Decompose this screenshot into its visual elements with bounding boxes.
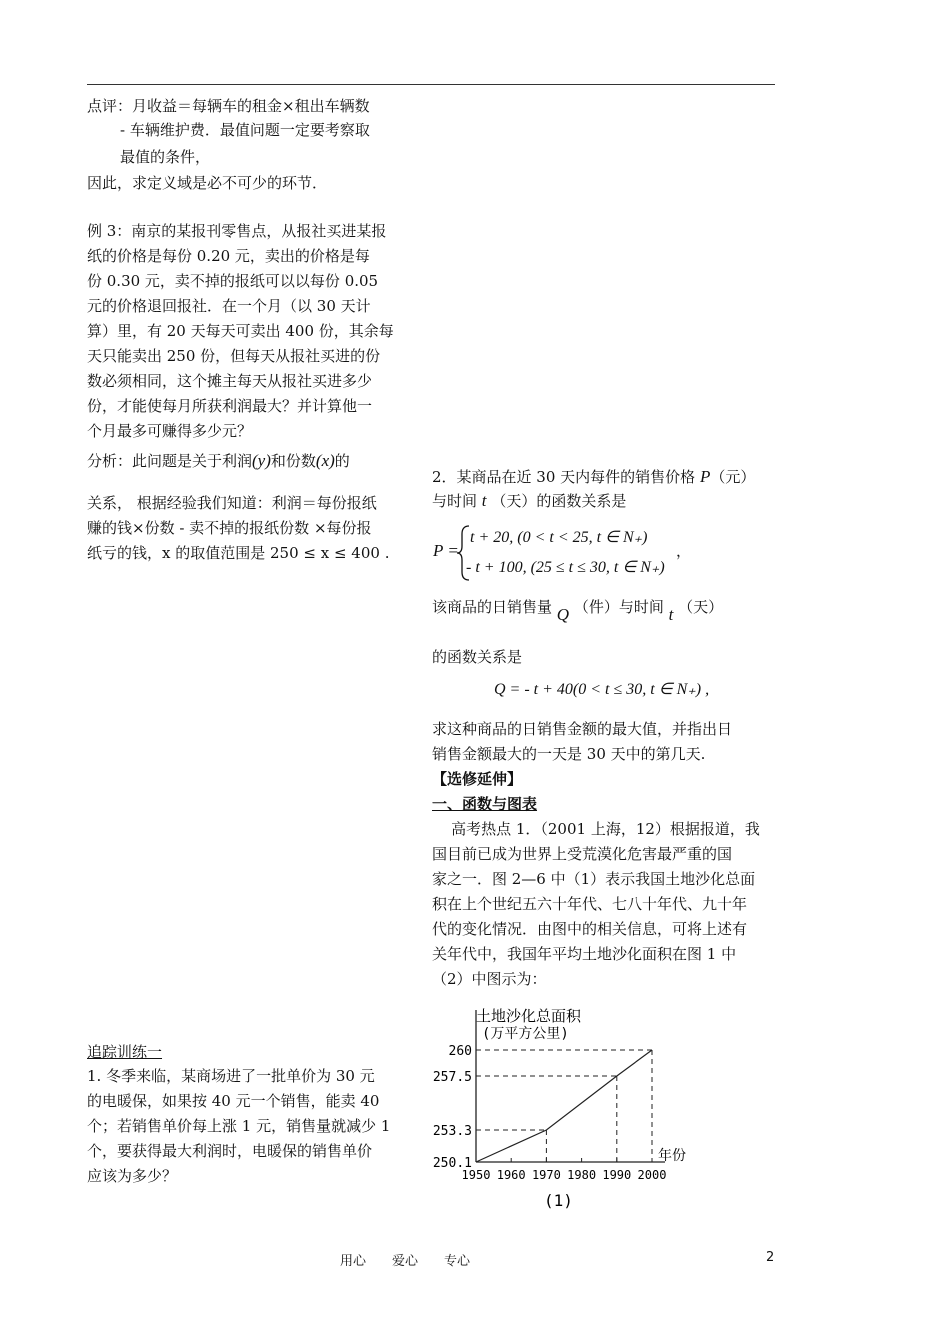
comment-line-2: - 车辆维护费．最值问题一定要考察取 — [120, 121, 370, 139]
var-t: t — [481, 491, 487, 510]
footer-center: 用心 爱心 专心 — [340, 1254, 471, 1269]
example3-line: 个月最多可赚得多少元？ — [87, 422, 253, 440]
q-text-b: （件）与时间 — [573, 598, 664, 616]
y-tick-label: 250.1 — [432, 1156, 472, 1171]
example3-line: 数必须相同，这个摊主每天从报社买进多少 — [87, 372, 373, 390]
q2-text-c: 与时间 — [432, 492, 478, 510]
ask-line: 求这种商品的日销售金额的最大值，并指出日 — [432, 720, 733, 738]
example3-line: 元的价格退回报社．在一个月（以 30 天计 — [87, 297, 371, 315]
analysis-text-b: 和份数 — [270, 452, 316, 470]
formula-Q: Q = - t + 40(0 < t ≤ 30, t ∈ N₊) , — [494, 681, 710, 698]
x-tick-label: 2000 — [637, 1168, 667, 1182]
subsection-title: 一、函数与图表 — [432, 795, 538, 813]
desertification-chart — [420, 1000, 710, 1215]
q-line-2: 的函数关系是 — [432, 648, 523, 666]
comment-line-1: 点评：月收益＝每辆车的租金×租出车辆数 — [87, 97, 370, 115]
series-line — [476, 1050, 652, 1162]
q2-line-2 — [432, 490, 626, 512]
q2-text-b: （元） — [710, 468, 756, 486]
y-tick-label: 253.3 — [432, 1124, 472, 1139]
hot-line: 代的变化情况．由图中的相关信息，可将上述有 — [432, 920, 748, 938]
tracking-line: 个；若销售单价每上涨 1 元，销售量就减少 1 — [87, 1117, 391, 1135]
analysis-line: 纸亏的钱，x 的取值范围是 250 ≤ x ≤ 400 . — [87, 544, 390, 562]
page-number: 2 — [766, 1250, 775, 1265]
chart-caption: (1) — [544, 1191, 573, 1210]
y-tick-label: 257.5 — [432, 1070, 472, 1085]
example3-line: 天只能卖出 250 份，但每天从报社买进的份 — [87, 347, 381, 365]
analysis-text-c: 的 — [334, 452, 350, 470]
q2-line-1 — [432, 466, 755, 488]
hot-line: 关年代中，我国年平均土地沙化面积在图 1 中 — [432, 945, 737, 963]
var-x: (x) — [315, 451, 335, 470]
var-Q: Q — [556, 605, 570, 624]
tracking-line: 的电暖保，如果按 40 元一个销售，能卖 40 — [87, 1092, 380, 1110]
x-tick-label: 1970 — [531, 1168, 561, 1182]
example3-line: 份，才能使每月所获利润最大？并计算他一 — [87, 397, 373, 415]
hot-line: 国目前已成为世界上受荒漠化危害最严重的国 — [432, 845, 733, 863]
x-tick-label: 1960 — [496, 1168, 526, 1182]
formula-P-case1: t + 20, (0 < t < 25, t ∈ N₊) — [470, 529, 648, 546]
q-line-1 — [432, 596, 724, 624]
hot-line: 高考热点 1．（2001 上海，12）根据报道，我 — [432, 820, 760, 838]
tracking-line: 个，要获得最大利润时，电暖保的销售单价 — [87, 1142, 373, 1160]
hot-line: 积在上个世纪五六十年代、七八十年代、九十年 — [432, 895, 748, 913]
hot-line: 家之一．图 2—6 中（1）表示我国土地沙化总面 — [432, 870, 756, 888]
var-y: (y) — [252, 451, 271, 470]
q-text-c: （天） — [678, 598, 724, 616]
formula-P-lhs: P = — [433, 541, 459, 560]
comment-line-4: 因此，求定义域是必不可少的环节． — [87, 174, 328, 192]
tracking-line: 1. 冬季来临，某商场进了一批单价为 30 元 — [87, 1067, 375, 1085]
chart-xlabel: 年份 — [658, 1148, 686, 1164]
x-tick-label: 1990 — [602, 1168, 632, 1182]
analysis-line: 赚的钱×份数 - 卖不掉的报纸份数 ×每份报 — [87, 519, 372, 537]
q-text-a: 该商品的日销售量 — [432, 598, 553, 616]
hot-line: （2）中图示为： — [432, 970, 547, 988]
chart-ylabel: (万平方公里) — [482, 1026, 569, 1042]
analysis-line: 关系， 根据经验我们知道：利润＝每份报纸 — [87, 494, 377, 512]
ask-line: 销售金额最大的一天是 30 天中的第几天. — [432, 745, 706, 763]
q2-text-d: （天）的函数关系是 — [491, 492, 627, 510]
tracking-line: 应该为多少？ — [87, 1167, 178, 1185]
var-t2: t — [668, 605, 674, 624]
analysis-line-1 — [87, 450, 350, 472]
chart-title: 土地沙化总面积 — [476, 1007, 582, 1025]
comment-line-3: 最值的条件， — [120, 148, 211, 166]
q2-text-a: 2．某商品在近 30 天内每件的销售价格 — [432, 468, 696, 486]
x-tick-label: 1980 — [567, 1168, 597, 1182]
analysis-text-a: 分析：此问题是关于利润 — [87, 452, 253, 470]
formula-P-comma: ， — [676, 542, 692, 560]
example3-line: 例 3：南京的某报刊零售点，从报社买进某报 — [87, 222, 387, 240]
section-title: 【选修延伸】 — [432, 770, 523, 788]
header-rule — [87, 84, 775, 85]
example3-line: 算）里，有 20 天每天可卖出 400 份，其余每 — [87, 322, 394, 340]
tracking-title: 追踪训练一 — [87, 1043, 163, 1061]
y-tick-label: 260 — [448, 1044, 472, 1059]
var-P: P — [699, 467, 711, 486]
example3-line: 纸的价格是每份 0.20 元，卖出的价格是每 — [87, 247, 370, 265]
x-tick-label: 1950 — [461, 1168, 491, 1182]
formula-P-case2: - t + 100, (25 ≤ t ≤ 30, t ∈ N₊) — [466, 559, 665, 576]
example3-line: 份 0.30 元，卖不掉的报纸可以以每份 0.05 — [87, 272, 379, 290]
